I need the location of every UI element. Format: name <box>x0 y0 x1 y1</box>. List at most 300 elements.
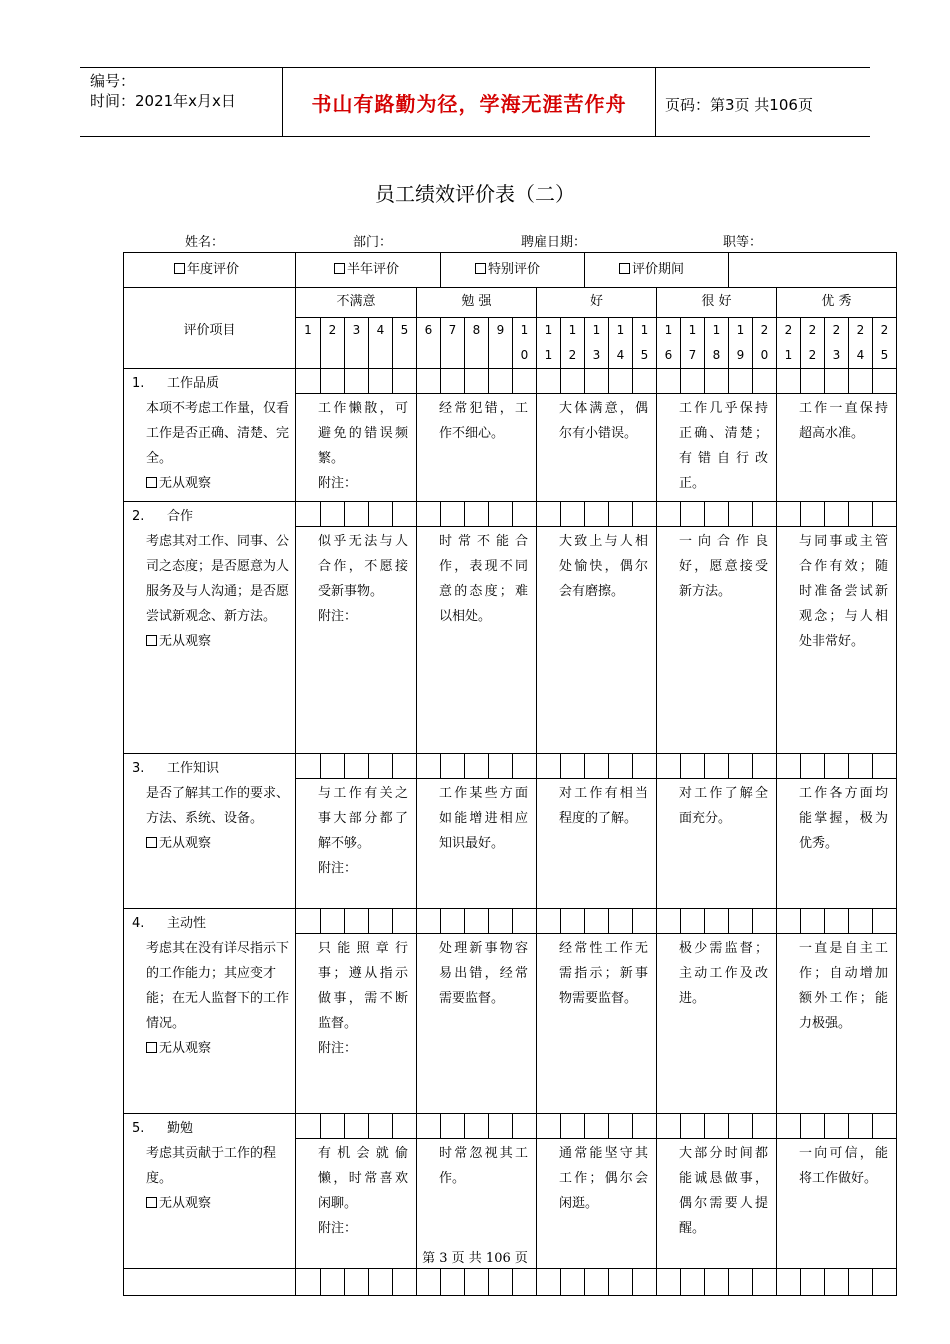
score-box[interactable] <box>633 909 657 934</box>
score-box[interactable] <box>753 1114 777 1139</box>
score-box[interactable] <box>537 909 561 934</box>
score-box[interactable] <box>705 754 729 779</box>
score-digit <box>393 343 416 368</box>
score-number <box>705 318 729 369</box>
level-text: 时常不能合作，表现不同意的态度；难以相处。 <box>439 534 528 624</box>
no-observe-option[interactable] <box>132 629 289 654</box>
score-box[interactable] <box>825 909 849 934</box>
score-digit <box>296 343 320 368</box>
score-box[interactable] <box>609 909 633 934</box>
score-box[interactable] <box>825 1114 849 1139</box>
level-text: 只能照章行事；遵从指示做事，需不断监督。 <box>318 941 408 1031</box>
period-special-label: 特别评价 <box>488 262 541 277</box>
item-name: 工作品质 <box>167 376 220 391</box>
checkbox-no-observe[interactable] <box>146 635 157 646</box>
level-text: 大部分时间都能诚恳做事，偶尔需要人提醒。 <box>679 1146 768 1236</box>
score-box[interactable] <box>321 754 345 779</box>
score-box[interactable] <box>561 502 585 527</box>
item-number: 2. <box>132 509 145 524</box>
score-digit: 0 <box>760 348 769 362</box>
score-digit: 9 <box>496 323 505 337</box>
score-box[interactable] <box>393 754 417 779</box>
score-box[interactable] <box>681 502 705 527</box>
score-box[interactable] <box>345 1114 369 1139</box>
level-text: 与工作有关之事大部分都了解不够。 <box>318 786 408 851</box>
score-box[interactable] <box>296 754 321 779</box>
score-box[interactable] <box>681 1269 705 1296</box>
level-description <box>537 527 657 754</box>
period-annual[interactable] <box>124 253 296 287</box>
score-box[interactable] <box>705 909 729 934</box>
score-box[interactable] <box>753 502 777 527</box>
score-box[interactable] <box>873 1114 897 1139</box>
score-box[interactable] <box>633 1269 657 1296</box>
score-digit: 4 <box>376 323 385 337</box>
grade-label: 职等： <box>723 235 763 250</box>
score-box[interactable] <box>345 369 369 394</box>
score-box[interactable] <box>705 1114 729 1139</box>
score-box[interactable] <box>633 754 657 779</box>
score-box[interactable] <box>777 754 801 779</box>
score-box[interactable] <box>296 502 321 527</box>
score-box[interactable] <box>489 1269 513 1296</box>
score-box[interactable] <box>417 1269 441 1296</box>
score-box[interactable] <box>801 1269 825 1296</box>
attach-note[interactable]: 附注： <box>318 861 358 876</box>
score-box[interactable] <box>849 502 873 527</box>
score-box[interactable] <box>849 754 873 779</box>
score-box[interactable] <box>369 369 393 394</box>
score-box[interactable] <box>417 1114 441 1139</box>
attach-note[interactable]: 附注： <box>318 1041 358 1056</box>
score-box[interactable] <box>657 369 681 394</box>
score-box[interactable] <box>513 1269 537 1296</box>
score-box[interactable] <box>393 502 417 527</box>
time-label: 时间：2021年x月x日 <box>90 92 236 110</box>
score-box[interactable] <box>417 909 441 934</box>
score-box[interactable] <box>849 1269 873 1296</box>
level-text: 工作某些方面如能增进相应知识最好。 <box>439 786 528 851</box>
score-digit: 1 <box>736 323 745 337</box>
level-text: 大致上与人相处愉快，偶尔会有磨擦。 <box>559 534 648 599</box>
score-box[interactable] <box>417 754 441 779</box>
score-number <box>633 318 657 369</box>
score-box[interactable] <box>801 754 825 779</box>
level-text: 一向可信，能将工作做好。 <box>799 1146 888 1186</box>
level-header: 很 好 <box>657 288 777 318</box>
score-box[interactable] <box>345 909 369 934</box>
page-label: 页码：第3页 共106页 <box>665 96 813 114</box>
score-box[interactable] <box>321 1269 345 1296</box>
level-text: 工作一直保持超高水准。 <box>799 401 888 441</box>
score-number <box>296 318 321 369</box>
no-observe-label: 无从观察 <box>159 476 212 491</box>
score-number <box>657 318 681 369</box>
score-box[interactable] <box>296 1269 321 1296</box>
score-box[interactable] <box>489 502 513 527</box>
score-digit: 2 <box>568 348 577 362</box>
score-box[interactable] <box>369 909 393 934</box>
level-text: 处理新事物容易出错，经常需要监督。 <box>439 941 528 1006</box>
score-digit: 9 <box>736 348 745 362</box>
score-box[interactable] <box>465 1114 489 1139</box>
score-box[interactable] <box>705 1269 729 1296</box>
level-description <box>417 527 537 754</box>
item-description: 考虑其贡献于工作的程度。 <box>146 1146 277 1186</box>
score-box[interactable] <box>489 1114 513 1139</box>
score-box[interactable] <box>441 1114 465 1139</box>
no-observe-label: 无从观察 <box>159 1196 212 1211</box>
score-box[interactable] <box>393 369 417 394</box>
level-header: 好 <box>537 288 657 318</box>
level-text: 一向合作良好，愿意接受新方法。 <box>679 534 768 599</box>
score-digit: 1 <box>616 323 625 337</box>
attach-note[interactable]: 附注： <box>318 609 358 624</box>
score-box[interactable] <box>561 1114 585 1139</box>
level-description <box>657 934 777 1114</box>
score-digit: 1 <box>520 323 529 337</box>
score-box[interactable] <box>513 502 537 527</box>
score-digit: 1 <box>712 323 721 337</box>
score-box[interactable] <box>705 502 729 527</box>
period-semiannual[interactable] <box>296 253 440 287</box>
score-digit: 1 <box>544 348 553 362</box>
checkbox-no-observe[interactable] <box>146 1197 157 1208</box>
score-box[interactable] <box>465 1269 489 1296</box>
score-box[interactable] <box>585 1269 609 1296</box>
score-box[interactable] <box>489 369 513 394</box>
score-digit <box>345 343 368 368</box>
checkbox-range[interactable] <box>619 263 630 274</box>
score-number <box>489 318 513 369</box>
score-digit: 7 <box>448 323 457 337</box>
item-header: 评价项目 <box>124 288 296 369</box>
score-number <box>393 318 417 369</box>
score-box[interactable] <box>753 909 777 934</box>
score-box[interactable] <box>681 909 705 934</box>
score-box[interactable] <box>849 1114 873 1139</box>
score-box[interactable] <box>873 369 897 394</box>
score-box[interactable] <box>801 369 825 394</box>
score-box[interactable] <box>393 1114 417 1139</box>
score-box[interactable] <box>369 502 393 527</box>
score-digit: 1 <box>544 323 553 337</box>
score-box[interactable] <box>441 502 465 527</box>
score-box[interactable] <box>513 369 537 394</box>
score-box[interactable] <box>417 369 441 394</box>
score-box[interactable] <box>345 1269 369 1296</box>
item-description: 是否了解其工作的要求、方法、系统、设备。 <box>146 786 290 826</box>
score-box[interactable] <box>801 1114 825 1139</box>
score-number <box>777 318 801 369</box>
score-box[interactable] <box>393 909 417 934</box>
score-box[interactable] <box>345 754 369 779</box>
score-digit: 5 <box>880 348 889 362</box>
no-observe-option[interactable] <box>132 831 289 856</box>
level-text: 通常能坚守其工作；偶尔会闲逛。 <box>559 1146 648 1211</box>
level-description <box>417 934 537 1114</box>
score-box[interactable] <box>321 369 345 394</box>
score-digit: 4 <box>616 348 625 362</box>
score-box[interactable] <box>585 1114 609 1139</box>
score-box[interactable] <box>633 369 657 394</box>
item-name: 合作 <box>167 509 194 524</box>
level-description <box>777 527 897 754</box>
score-number <box>849 318 873 369</box>
header-bottom-line <box>80 136 870 137</box>
score-box[interactable] <box>537 1114 561 1139</box>
score-number <box>873 318 897 369</box>
score-number <box>609 318 633 369</box>
score-box[interactable] <box>873 502 897 527</box>
score-box[interactable] <box>393 1269 417 1296</box>
score-box[interactable] <box>705 369 729 394</box>
score-box[interactable] <box>585 369 609 394</box>
score-box[interactable] <box>825 754 849 779</box>
level-header: 勉 强 <box>417 288 537 318</box>
score-box[interactable] <box>465 754 489 779</box>
score-digit: 1 <box>688 323 697 337</box>
blank-cell <box>124 1269 296 1296</box>
level-text: 经常性工作无需指示；新事物需要监督。 <box>559 941 648 1006</box>
item-name: 勤勉 <box>167 1121 194 1136</box>
score-box[interactable] <box>873 1269 897 1296</box>
score-digit: 3 <box>352 323 361 337</box>
score-box[interactable] <box>489 909 513 934</box>
no-observe-option[interactable] <box>132 1191 289 1216</box>
level-description <box>537 394 657 502</box>
score-box[interactable] <box>585 754 609 779</box>
score-box[interactable] <box>609 1269 633 1296</box>
score-box[interactable] <box>657 909 681 934</box>
score-box[interactable] <box>513 909 537 934</box>
score-number <box>681 318 705 369</box>
score-box[interactable] <box>729 754 753 779</box>
level-text: 对工作了解全面充分。 <box>679 786 768 826</box>
level-text: 工作各方面均能掌握，极为优秀。 <box>799 786 888 851</box>
score-box[interactable] <box>633 502 657 527</box>
no-observe-option[interactable] <box>132 471 289 496</box>
score-box[interactable] <box>753 754 777 779</box>
score-box[interactable] <box>825 1269 849 1296</box>
score-box[interactable] <box>729 909 753 934</box>
score-box[interactable] <box>417 502 441 527</box>
level-description <box>777 934 897 1114</box>
score-box[interactable] <box>777 909 801 934</box>
header-divider-right <box>655 67 656 137</box>
level-text: 极少需监督；主动工作及改进。 <box>679 941 768 1006</box>
score-box[interactable] <box>585 909 609 934</box>
score-box[interactable] <box>441 909 465 934</box>
score-box[interactable] <box>321 1114 345 1139</box>
score-box[interactable] <box>537 1269 561 1296</box>
score-box[interactable] <box>321 502 345 527</box>
level-text: 大体满意，偶尔有小错误。 <box>559 401 648 441</box>
score-digit: 2 <box>760 323 769 337</box>
period-range[interactable] <box>585 253 728 287</box>
score-number <box>753 318 777 369</box>
score-box[interactable] <box>296 1114 321 1139</box>
score-box[interactable] <box>873 754 897 779</box>
item-number: 3. <box>132 761 145 776</box>
score-box[interactable] <box>561 909 585 934</box>
level-text: 工作懒散，可避免的错误频繁。 <box>318 401 408 466</box>
evaluation-item <box>124 1114 296 1269</box>
score-box[interactable] <box>753 369 777 394</box>
score-number <box>513 318 537 369</box>
item-number: 4. <box>132 916 145 931</box>
score-digit: 7 <box>688 348 697 362</box>
checkbox-no-observe[interactable] <box>146 477 157 488</box>
score-box[interactable] <box>777 1114 801 1139</box>
score-box[interactable] <box>296 909 321 934</box>
page-title: 员工绩效评价表（二） <box>375 182 575 206</box>
score-box[interactable] <box>753 1269 777 1296</box>
attach-note[interactable]: 附注： <box>318 476 358 491</box>
score-digit: 4 <box>856 348 865 362</box>
score-box[interactable] <box>609 1114 633 1139</box>
no-observe-label: 无从观察 <box>159 1041 212 1056</box>
score-box[interactable] <box>369 1269 393 1296</box>
score-box[interactable] <box>729 1114 753 1139</box>
evaluation-item <box>124 754 296 909</box>
score-number <box>537 318 561 369</box>
score-box[interactable] <box>849 909 873 934</box>
item-description: 考虑其对工作、同事、公司之态度；是否愿意为人服务及与人沟通；是否愿尝试新观念、新方法。 <box>146 534 290 624</box>
period-special[interactable] <box>441 253 584 287</box>
level-header: 不满意 <box>296 288 417 318</box>
score-box[interactable] <box>777 1269 801 1296</box>
name-label: 姓名： <box>185 235 225 250</box>
score-box[interactable] <box>681 754 705 779</box>
score-box[interactable] <box>609 754 633 779</box>
score-digit <box>417 343 440 368</box>
score-box[interactable] <box>537 754 561 779</box>
score-box[interactable] <box>729 1269 753 1296</box>
score-box[interactable] <box>585 502 609 527</box>
level-description <box>537 779 657 909</box>
score-number <box>345 318 369 369</box>
score-box[interactable] <box>465 502 489 527</box>
score-number <box>465 318 489 369</box>
score-box[interactable] <box>729 502 753 527</box>
score-box[interactable] <box>296 369 321 394</box>
score-number <box>801 318 825 369</box>
score-box[interactable] <box>777 369 801 394</box>
evaluation-item <box>124 502 296 754</box>
score-box[interactable] <box>657 1114 681 1139</box>
level-description <box>296 779 417 909</box>
score-digit: 1 <box>664 323 673 337</box>
score-box[interactable] <box>537 369 561 394</box>
score-number <box>561 318 585 369</box>
score-box[interactable] <box>609 369 633 394</box>
level-text: 工作几乎保持正确、清楚；有错自行改正。 <box>679 401 768 491</box>
score-box[interactable] <box>729 369 753 394</box>
score-box[interactable] <box>441 369 465 394</box>
checkbox-semiannual[interactable] <box>334 263 345 274</box>
score-box[interactable] <box>369 754 393 779</box>
score-box[interactable] <box>561 1269 585 1296</box>
score-box[interactable] <box>441 754 465 779</box>
no-observe-label: 无从观察 <box>159 836 212 851</box>
score-digit <box>321 343 344 368</box>
score-box[interactable] <box>561 369 585 394</box>
hire-date-label: 聘雇日期： <box>521 235 587 250</box>
score-box[interactable] <box>537 502 561 527</box>
score-digit: 2 <box>808 323 817 337</box>
score-box[interactable] <box>681 369 705 394</box>
score-digit: 2 <box>856 323 865 337</box>
score-digit: 0 <box>520 348 529 362</box>
score-digit: 2 <box>784 323 793 337</box>
score-number <box>441 318 465 369</box>
score-box[interactable] <box>657 1269 681 1296</box>
score-digit: 3 <box>832 348 841 362</box>
item-number: 1. <box>132 376 145 391</box>
score-box[interactable] <box>825 369 849 394</box>
level-description <box>657 779 777 909</box>
score-digit: 6 <box>664 348 673 362</box>
score-box[interactable] <box>513 754 537 779</box>
score-box[interactable] <box>465 369 489 394</box>
item-description: 考虑其在没有详尽指示下的工作能力；其应变才能；在无人监督下的工作情况。 <box>146 941 290 1031</box>
score-box[interactable] <box>369 1114 393 1139</box>
no-observe-option[interactable] <box>132 1036 289 1061</box>
score-number <box>417 318 441 369</box>
score-digit: 6 <box>424 323 433 337</box>
level-text: 时常忽视其工作。 <box>439 1146 528 1186</box>
score-digit: 2 <box>832 323 841 337</box>
level-header: 优 秀 <box>777 288 897 318</box>
score-box[interactable] <box>345 502 369 527</box>
score-number <box>729 318 753 369</box>
score-box[interactable] <box>873 909 897 934</box>
score-box[interactable] <box>489 754 513 779</box>
score-box[interactable] <box>441 1269 465 1296</box>
period-annual-label: 年度评价 <box>187 262 240 277</box>
level-text: 与同事或主管合作有效；随时准备尝试新观念；与人相处非常好。 <box>799 534 888 649</box>
checkbox-no-observe[interactable] <box>146 837 157 848</box>
score-box[interactable] <box>801 502 825 527</box>
score-box[interactable] <box>633 1114 657 1139</box>
score-box[interactable] <box>681 1114 705 1139</box>
score-box[interactable] <box>513 1114 537 1139</box>
score-box[interactable] <box>801 909 825 934</box>
evaluation-table <box>123 252 897 1296</box>
score-box[interactable] <box>609 502 633 527</box>
score-box[interactable] <box>777 502 801 527</box>
attach-note[interactable]: 附注： <box>318 1221 358 1236</box>
score-box[interactable] <box>657 754 681 779</box>
checkbox-no-observe[interactable] <box>146 1042 157 1053</box>
score-digit: 5 <box>400 323 409 337</box>
score-box[interactable] <box>849 369 873 394</box>
checkbox-annual[interactable] <box>174 263 185 274</box>
score-box[interactable] <box>321 909 345 934</box>
score-box[interactable] <box>561 754 585 779</box>
score-digit <box>465 343 488 368</box>
level-description <box>417 779 537 909</box>
no-observe-label: 无从观察 <box>159 634 212 649</box>
score-box[interactable] <box>657 502 681 527</box>
evaluation-item <box>124 369 296 502</box>
score-digit: 1 <box>304 323 312 337</box>
score-box[interactable] <box>825 502 849 527</box>
checkbox-special[interactable] <box>475 263 486 274</box>
score-number <box>321 318 345 369</box>
score-box[interactable] <box>465 909 489 934</box>
